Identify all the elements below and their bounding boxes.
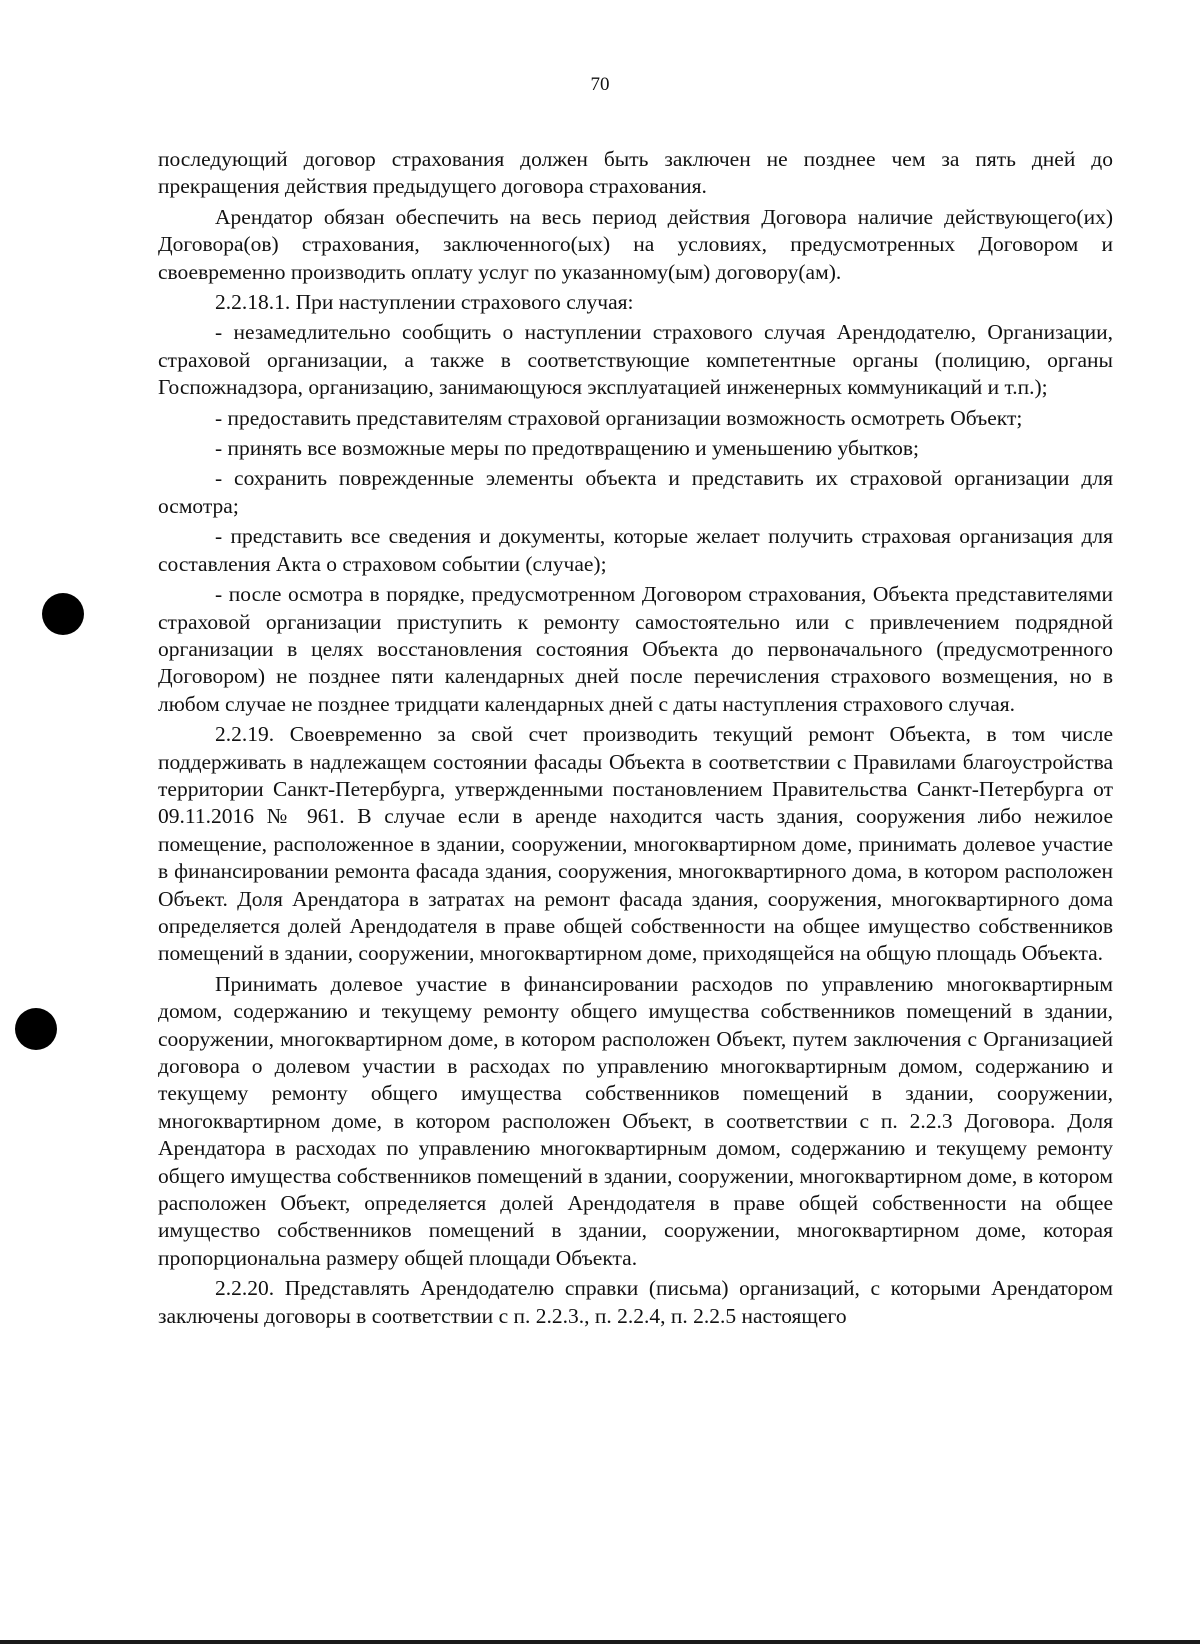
clause-2-2-18-1: 2.2.18.1. При наступлении страхового случая: — [215, 290, 634, 315]
scan-bottom-edge — [0, 1640, 1200, 1644]
list-item-inspection-access: - предоставить представителям страховой организации возможность осмотреть Объект; — [215, 405, 1023, 430]
clause-2-2-20: 2.2.20. Представлять Арендодателю справки (письма) организаций, с которыми Арендатором заключены договоры в соответствии с п. 2.2.3., п. 2.2.4, п. 2.2.5 настоящего — [158, 1276, 1113, 1328]
list-item-notify: - незамедлительно сообщить о наступлении страхового случая Арендодателю, Организации, страховой организации, а также в соответствующие компетентные органы (полицию, органы Госпожнадзора, организацию, занимающуюся эксплуатацией инженерных коммуникаций и т.п.); — [158, 320, 1113, 400]
page-number: 70 — [590, 74, 610, 95]
document-body — [158, 146, 1113, 1330]
list-item-start-repair: - после осмотра в порядке, предусмотренном Договором страхования, Объекта представителями страховой организации приступить к ремонту самостоятельно или с привлечением подрядной организации в целях восстановления состояния Объекта до первоначального (предусмотренного Договором) не позднее пяти календарных дней после перечисления страхового возмещения, но в любом случае не позднее тридцати календарных дней с даты наступления страхового случая. — [158, 582, 1113, 716]
paragraph-insurance-obligation: Арендатор обязан обеспечить на весь период действия Договора наличие действующего(их) Договора(ов) страхования, заключенного(ых) на условиях, предусмотренных Договором и своевременно производить оплату услуг по указанному(ым) договору(ам). — [158, 204, 1113, 284]
clause-2-2-19: 2.2.19. Своевременно за свой счет производить текущий ремонт Объекта, в том числе поддерживать в надлежащем состоянии фасады Объекта в соответствии с Правилами благоустройства территории Санкт-Петербурга, утвержденными постановлением Правительства Санкт-Петербурга от 09.11.2016 № 961. В случае если в аренде находится часть здания, сооружения либо нежилое помещение, расположенное в здании, сооружении, многоквартирном доме, принимать долевое участие в финансировании ремонта фасада здания, сооружения, многоквартирного дома, в котором расположен Объект. Доля Арендатора в затратах на ремонт фасада здания, сооружения, многоквартирного дома определяется долей Арендодателя в праве общей собственности на общее имущество собственников помещений в здании, сооружении, многоквартирном доме, приходящейся на общую площадь Объекта. — [158, 722, 1113, 966]
punch-hole-top — [42, 593, 84, 635]
list-item-mitigate-losses: - принять все возможные меры по предотвращению и уменьшению убытков; — [215, 436, 919, 461]
paragraph-shared-costs: Принимать долевое участие в финансировании расходов по управлению многоквартирным домом, содержанию и текущему ремонту общего имущества собственников помещений в здании, сооружении, многоквартирном доме, в котором расположен Объект, путем заключения с Организацией договора о долевом участии в расходах по управлению многоквартирным домом, содержанию и текущему ремонту общего имущества собственников помещений в здании, сооружении, многоквартирном доме, в котором расположен Объект, в соответствии с п. 2.2.3 Договора. Доля Арендатора в расходах по управлению многоквартирным домом, содержанию и текущему ремонту общего имущества собственников помещений в здании, сооружении, многоквартирном доме, в котором расположен Объект, определяется долей Арендодателя в праве общей собственности на общее имущество собственников помещений в здании, сооружении, многоквартирном доме, которая пропорциональна размеру общей площади Объекта. — [158, 971, 1113, 1270]
list-item-preserve-elements: - сохранить поврежденные элементы объекта и представить их страховой организации для осмотра; — [158, 466, 1113, 518]
punch-hole-bottom — [15, 1008, 57, 1050]
list-item-provide-documents: - представить все сведения и документы, которые желает получить страховая организация для составления Акта о страховом событии (случае); — [158, 524, 1113, 576]
paragraph-continuation: последующий договор страхования должен быть заключен не позднее чем за пять дней до прекращения действия предыдущего договора страхования. — [158, 147, 1113, 199]
